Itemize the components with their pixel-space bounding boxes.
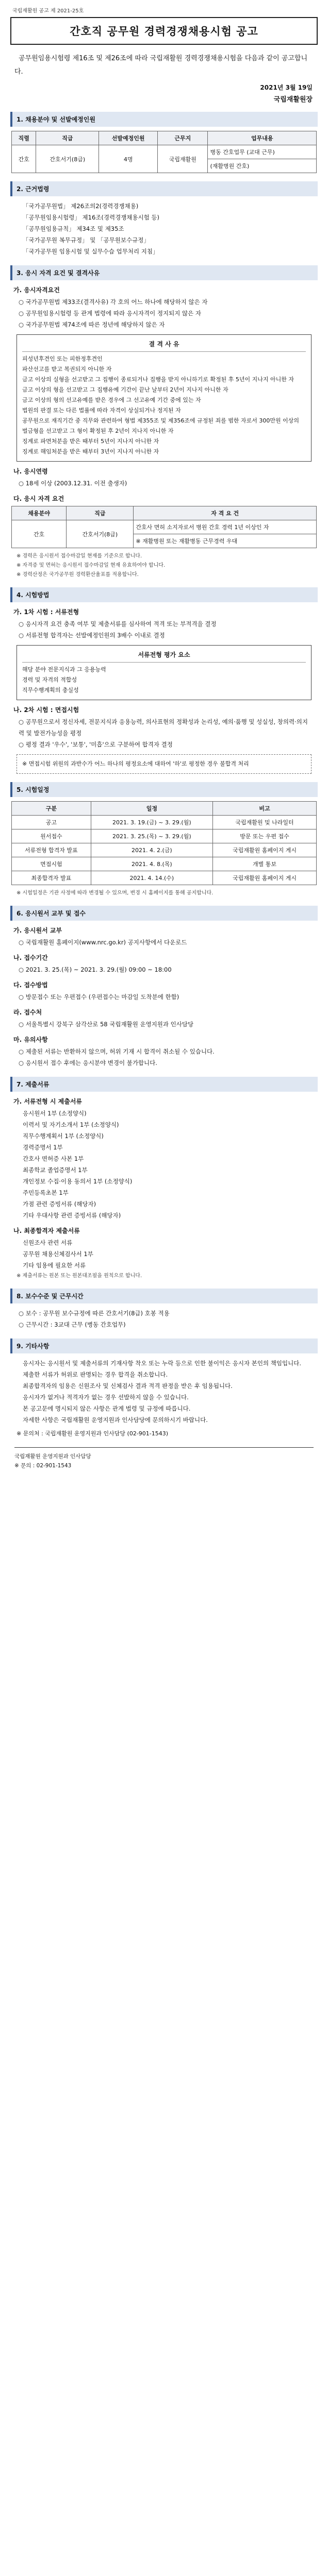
table-cell: 개별 통보 [213, 857, 317, 871]
paragraph: ○ 서류전형 합격자는 선발예정인원의 3배수 이내로 결정 [19, 632, 165, 639]
table-cell: 간호사 면허 소지자로서 병원 간호 경력 1년 이상인 자 [134, 520, 317, 534]
footer-line: 국립재활원 운영지원과 인사담당 [14, 1453, 91, 1460]
law-item: 「국가공무원 복무규정」 및 「공무원보수규정」 [23, 236, 150, 244]
box-item: 징계로 해임처분을 받은 때부터 3년이 지나지 아니한 자 [22, 448, 159, 455]
misc-item: 제출한 서류가 허위로 판명되는 경우 합격을 취소합니다. [23, 1371, 168, 1378]
note-text: ※ 자격증 및 면허는 응시원서 접수마감일 현재 유효하여야 합니다. [17, 563, 166, 568]
subheading: 나. 2차 시험 : 면접시험 [13, 706, 79, 714]
note-text: ※ 제출서류는 원본 또는 원본대조필을 원칙으로 합니다. [17, 1273, 142, 1279]
box-heading: 서류전형 평가 요소 [22, 650, 306, 663]
subheading: 나. 최종합격자 제출서류 [13, 1227, 80, 1234]
document-item: 가점 관련 증빙서류 (해당자) [23, 1200, 96, 1208]
table-header: 직급 [36, 131, 99, 145]
box-item: 경력 및 자격의 적합성 [22, 676, 77, 683]
subheading: 나. 응시연령 [13, 468, 48, 475]
document-item: 경력증명서 1부 [23, 1144, 63, 1151]
box-item: 파산선고를 받고 복권되지 아니한 자 [22, 366, 112, 372]
table-header: 자 격 요 건 [134, 506, 317, 520]
table-row [12, 145, 317, 159]
section-9-title: 9. 기타사항 [10, 1338, 318, 1353]
footer-line: ※ 문의 : 02-901-1543 [14, 1463, 72, 1469]
misc-item: 자세한 사항은 국립재활원 운영지원과 인사담당에 문의하시기 바랍니다. [23, 1416, 208, 1423]
misc-item: 응시자는 응시원서 및 제출서류의 기재사항 착오 또는 누락 등으로 인한 불이익은 응시자 본인의 책임입니다. [23, 1360, 301, 1367]
table-cell: ※ 재활병원 또는 재활병동 근무경력 우대 [134, 534, 317, 548]
misc-item: 최종합격자의 임용은 신원조사 및 신체검사 결과 적격 판정을 받은 후 임용됩니다. [23, 1382, 233, 1389]
section-4-title: 4. 시험방법 [10, 587, 318, 602]
table-cell: 국립재활원 홈페이지 게시 [213, 871, 317, 885]
paragraph: ○ 평정 결과 '우수', '보통', '미흡'으로 구분하여 합격자 결정 [19, 741, 173, 748]
document-item: 간호사 면허증 사본 1부 [23, 1155, 84, 1162]
box-item: 징계로 파면처분을 받은 때부터 5년이 지나지 아니한 자 [22, 438, 159, 445]
subheading: 가. 1차 시험 : 서류전형 [13, 608, 79, 616]
document-item: 개인정보 수집·이용 동의서 1부 (소정양식) [23, 1178, 133, 1185]
paragraph: ○ 국립재활원 홈페이지(www.nrc.go.kr) 공지사항에서 다운로드 [19, 939, 187, 946]
table-cell: 2021. 4. 14.(수) [91, 871, 212, 885]
section-6-title: 6. 응시원서 교부 및 접수 [10, 906, 318, 921]
footer [14, 1447, 314, 1470]
section-2-title: 2. 근거법령 [10, 181, 318, 196]
evaluation-box [17, 645, 311, 700]
qualification-table-wrap [11, 506, 317, 548]
law-item: 「국가공무원법」 제26조의2(경력경쟁채용) [23, 202, 139, 210]
table-header: 구분 [12, 802, 91, 816]
table-row [12, 843, 317, 857]
misc-item: 본 공고문에 명시되지 않은 사항은 관계 법령 및 규정에 따릅니다. [23, 1405, 191, 1412]
section-1-title: 1. 채용분야 및 선발예정인원 [10, 112, 318, 127]
section-8-title: 8. 보수수준 및 근무시간 [10, 1289, 318, 1303]
table-cell: 면접시험 [12, 857, 91, 871]
table-cell: 간호 [12, 520, 67, 548]
table-row [12, 829, 317, 843]
notice-number: 국립재활원 공고 제 2021-25호 [12, 8, 84, 14]
table-cell: 서류전형 합격자 발표 [12, 843, 91, 857]
box-item: 해당 분야 전문지식과 그 응용능력 [22, 666, 106, 673]
box-item: 법원의 판결 또는 다른 법률에 따라 자격이 상실되거나 정지된 자 [22, 407, 181, 414]
paragraph: ○ 보수 : 공무원 보수규정에 따른 간호서기(8급) 호봉 적용 [19, 1310, 170, 1317]
paragraph: ○ 응시원서 접수 후에는 응시분야 변경이 불가합니다. [19, 1059, 157, 1066]
paragraph: ○ 방문접수 또는 우편접수 (우편접수는 마감일 도착분에 한함) [19, 993, 179, 1001]
section-7-title: 7. 제출서류 [10, 1077, 318, 1092]
paragraph: ○ 국가공무원법 제74조에 따른 정년에 해당하지 않은 자 [19, 321, 165, 328]
table-header: 채용분야 [12, 506, 67, 520]
paragraph: ○ 공무원으로서 정신자세, 전문지식과 응용능력, 의사표현의 정확성과 논리성, 예의·품행 및 성실성, 창의력·의지력 및 발전가능성을 평정 [19, 718, 308, 737]
table-row [12, 816, 317, 829]
table-header: 업무내용 [208, 131, 317, 145]
document-item: 공무원 채용신체검사서 1부 [23, 1250, 93, 1258]
misc-item: 응시자가 없거나 적격자가 없는 경우 선발하지 않을 수 있습니다. [23, 1394, 189, 1401]
law-item: 「공무원임용규칙」 제34조 및 제35조 [23, 225, 124, 232]
table-cell: 간호서기(8급) [67, 520, 134, 548]
table-cell: 간호 [12, 145, 36, 173]
recruitment-table-wrap [11, 131, 317, 173]
paragraph: ○ 2021. 3. 25.(목) ~ 2021. 3. 29.(월) 09:00 ~ 18:00 [19, 966, 172, 973]
table-cell: 최종합격자 발표 [12, 871, 91, 885]
page-title: 간호직 공무원 경력경쟁채용시험 공고 [10, 17, 318, 45]
law-item: 「공무원임용시험령」 제16조(경력경쟁채용시험 등) [23, 214, 159, 221]
note-text: ※ 경력은 응시원서 접수마감일 현재를 기준으로 합니다. [17, 553, 142, 559]
paragraph: ○ 응시자격 요건 충족 여부 및 제출서류를 심사하여 적격 또는 부적격을 결정 [19, 620, 217, 628]
interview-note-box: ※ 면접시험 위원의 과반수가 어느 하나의 평정요소에 대하여 '하'로 평정한 경우 불합격 처리 [17, 754, 311, 774]
box-heading: 결 격 사 유 [22, 339, 306, 352]
note-text: ※ 경력산정은 국가공무원 경력환산율표를 적용합니다. [17, 572, 139, 578]
table-header: 직렬 [12, 131, 36, 145]
paragraph: ○ 공무원임용시험령 등 관계 법령에 따라 응시자격이 정지되지 않은 자 [19, 310, 201, 317]
law-item: 「국가공무원 임용시험 및 실무수습 업무처리 지침」 [23, 248, 159, 255]
paragraph: ○ 국가공무원법 제33조(결격사유) 각 호의 어느 하나에 해당하지 않은 자 [19, 298, 208, 306]
table-cell: 4명 [99, 145, 158, 173]
table-cell: 2021. 3. 25.(목) ~ 3. 29.(월) [91, 829, 212, 843]
paragraph: ○ 제출된 서류는 반환하지 않으며, 허위 기재 시 합격이 취소될 수 있습니다. [19, 1048, 215, 1055]
notice-page [9, 0, 319, 1470]
table-row [12, 857, 317, 871]
table-header: 선발예정인원 [99, 131, 158, 145]
table-cell: 국립재활원 [158, 145, 208, 173]
document-item: 기타 임용에 필요한 서류 [23, 1262, 86, 1269]
table-header: 일정 [91, 802, 212, 816]
table-cell: 병동 간호업무 (교대 근무) [208, 145, 317, 159]
table-row [12, 871, 317, 885]
document-item: 이력서 및 자기소개서 1부 (소정양식) [23, 1121, 119, 1128]
box-item: 피성년후견인 또는 피한정후견인 [22, 355, 103, 362]
table-header: 근무지 [158, 131, 208, 145]
document-item: 최종학교 졸업증명서 1부 [23, 1166, 88, 1174]
table-cell: 원서접수 [12, 829, 91, 843]
subheading: 나. 접수기간 [13, 954, 48, 961]
table-cell: 공고 [12, 816, 91, 829]
document-item: 주민등록초본 1부 [23, 1189, 69, 1196]
box-item: 금고 이상의 형을 선고받고 그 집행유예 기간이 끝난 날부터 2년이 지나지 아니한 자 [22, 386, 228, 393]
contact-info: ※ 문의처 : 국립재활원 운영지원과 인사담당 (02-901-1543) [17, 1430, 169, 1437]
paragraph: ○ 근무시간 : 3교대 근무 (병동 간호업무) [19, 1321, 126, 1328]
document-item: 기타 우대사항 관련 증빙서류 (해당자) [23, 1212, 121, 1219]
paragraph: ○ 서울특별시 강북구 삼각산로 58 국립재활원 운영지원과 인사담당 [19, 1021, 194, 1028]
schedule-table-wrap [11, 801, 317, 885]
section-3-title: 3. 응시 자격 요건 및 결격사유 [10, 265, 318, 280]
table-cell: 국립재활원 홈페이지 게시 [213, 843, 317, 857]
subheading: 가. 응시자격요건 [13, 286, 60, 294]
table-cell: 국립재활원 및 나라일터 [213, 816, 317, 829]
section-5-title: 5. 시험일정 [10, 782, 318, 797]
subheading: 마. 유의사항 [13, 1036, 48, 1043]
schedule-table [11, 801, 317, 885]
table-cell: 2021. 4. 8.(목) [91, 857, 212, 871]
document-item: 신원조사 관련 서류 [23, 1239, 73, 1246]
subheading: 라. 접수처 [13, 1009, 42, 1016]
intro-text: 공무원임용시험령 제16조 및 제26조에 따라 국립재활원 경력경쟁채용시험을 다음과 같이 공고합니다. [14, 55, 308, 76]
box-item: 금고 이상의 실형을 선고받고 그 집행이 종료되거나 집행을 받지 아니하기로 확정된 후 5년이 지나지 아니한 자 [22, 376, 294, 383]
table-header: 비고 [213, 802, 317, 816]
box-item: 직무수행계획의 충실성 [22, 687, 79, 693]
subheading: 가. 서류전형 시 제출서류 [13, 1098, 83, 1105]
document-item: 응시원서 1부 (소정양식) [23, 1110, 87, 1117]
subheading: 다. 응시 자격 요건 [13, 495, 64, 502]
table-cell: 2021. 3. 19.(금) ~ 3. 29.(월) [91, 816, 212, 829]
table-cell: (재활병원 간호) [208, 159, 317, 173]
table-header: 직급 [67, 506, 134, 520]
table-cell: 방문 또는 우편 접수 [213, 829, 317, 843]
table-cell: 간호서기(8급) [36, 145, 99, 173]
recruitment-table [11, 131, 317, 173]
note-text: ※ 시험일정은 기관 사정에 따라 변경될 수 있으며, 변경 시 홈페이지를 통해 공지합니다. [17, 890, 214, 896]
document-item: 직무수행계획서 1부 (소정양식) [23, 1132, 104, 1140]
disqualification-box [17, 334, 311, 462]
agency-name: 국립재활원장 [273, 96, 313, 104]
subheading: 가. 응시원서 교부 [13, 927, 62, 934]
box-item: 공무원으로 재직기간 중 직무와 관련하여 형법 제355조 및 제356조에 규정된 죄를 범한 자로서 300만원 이상의 벌금형을 선고받고 그 형이 확정된 후 2년이 지나지 아니한 자 [22, 417, 299, 434]
box-item: 금고 이상의 형의 선고유예를 받은 경우에 그 선고유예 기간 중에 있는 자 [22, 397, 201, 403]
notice-date: 2021년 3월 19일 [260, 84, 313, 91]
table-cell: 2021. 4. 2.(금) [91, 843, 212, 857]
table-row [12, 520, 317, 534]
qualification-table [11, 506, 317, 548]
subheading: 다. 접수방법 [13, 981, 48, 989]
paragraph: ○ 18세 이상 (2003.12.31. 이전 출생자) [19, 480, 127, 487]
